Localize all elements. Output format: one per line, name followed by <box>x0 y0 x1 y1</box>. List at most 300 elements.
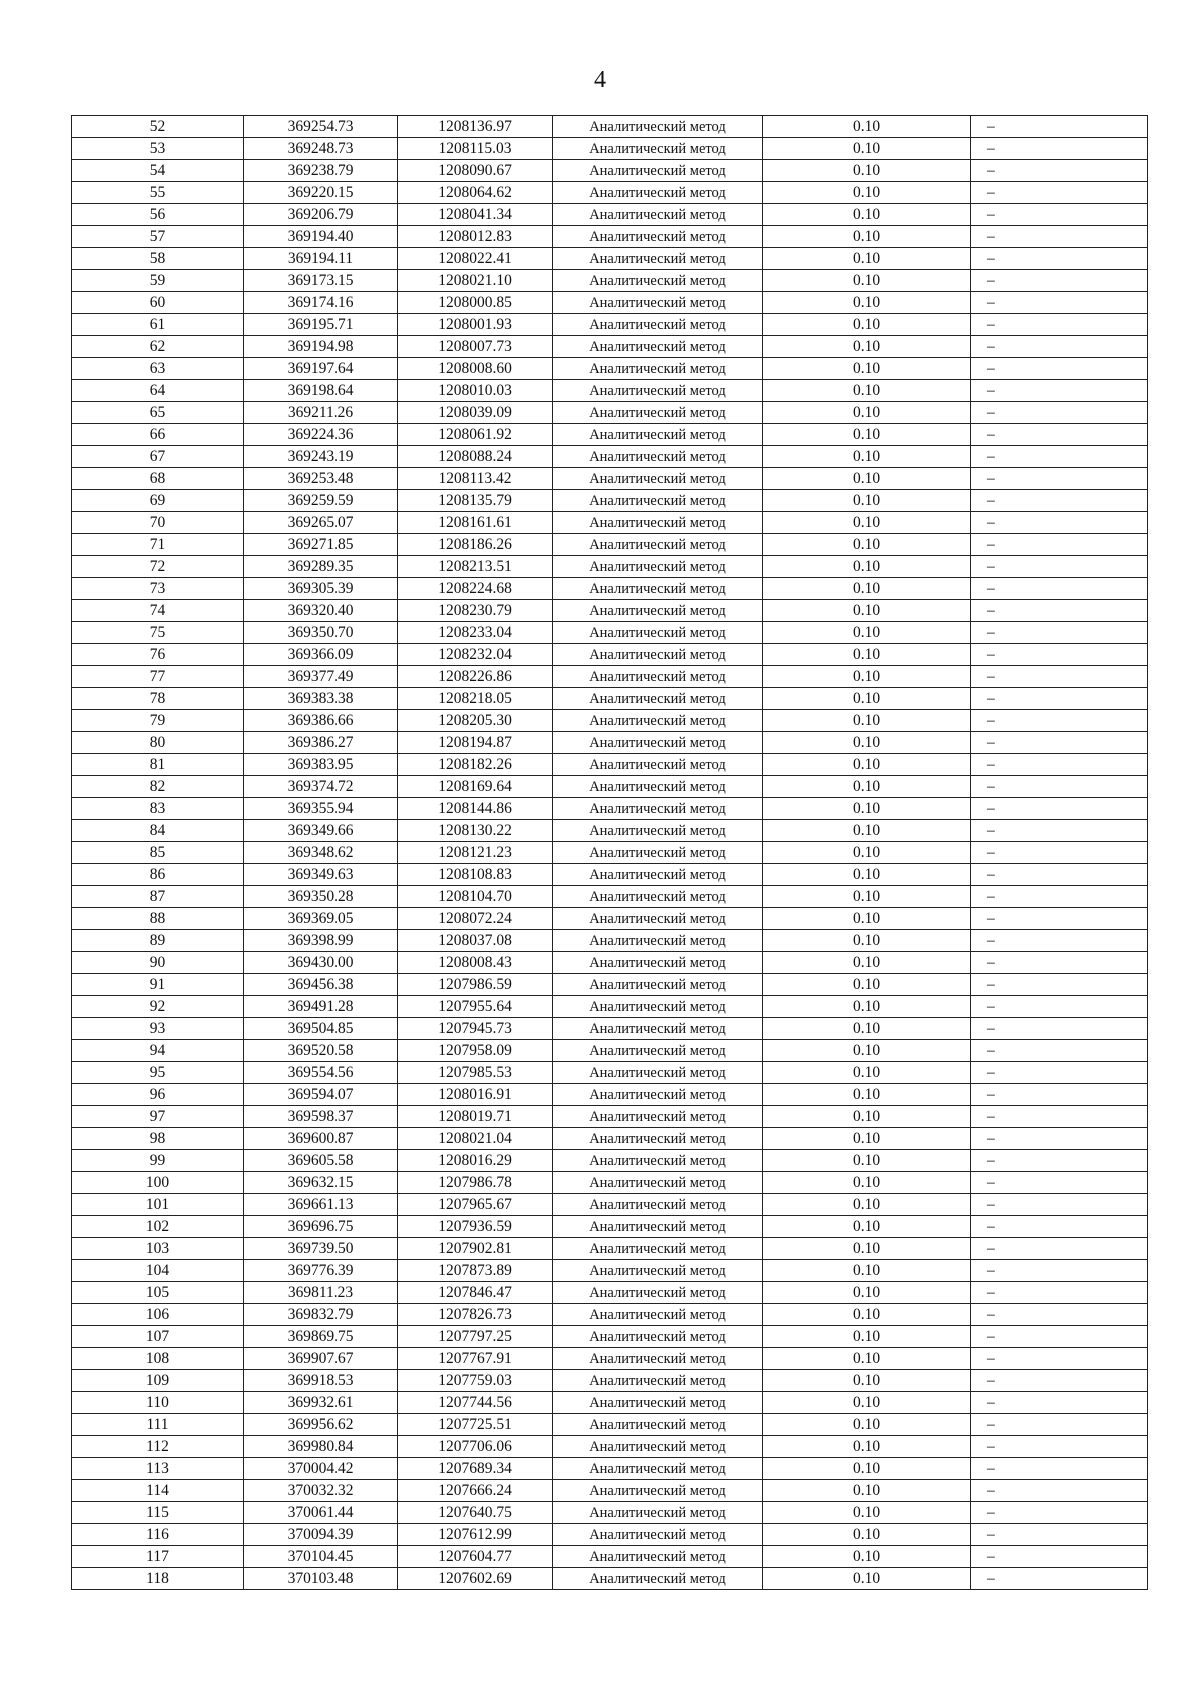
accuracy-cell: 0.10 <box>763 1524 971 1546</box>
note-cell: – <box>971 402 1148 424</box>
x-coordinate-cell: 369289.35 <box>244 556 398 578</box>
y-coordinate-cell: 1208115.03 <box>398 138 553 160</box>
point-number-cell: 85 <box>72 842 244 864</box>
table-row <box>72 534 1148 556</box>
y-coordinate-cell: 1208088.24 <box>398 446 553 468</box>
table-row <box>72 1414 1148 1436</box>
y-coordinate-cell: 1207945.73 <box>398 1018 553 1040</box>
x-coordinate-cell: 369350.70 <box>244 622 398 644</box>
point-number-cell: 82 <box>72 776 244 798</box>
y-coordinate-cell: 1208039.09 <box>398 402 553 424</box>
method-cell: Аналитический метод <box>553 798 763 820</box>
y-coordinate-cell: 1208008.43 <box>398 952 553 974</box>
x-coordinate-cell: 369348.62 <box>244 842 398 864</box>
y-coordinate-cell: 1207689.34 <box>398 1458 553 1480</box>
note-cell: – <box>971 556 1148 578</box>
accuracy-cell: 0.10 <box>763 1436 971 1458</box>
y-coordinate-cell: 1207604.77 <box>398 1546 553 1568</box>
table-row <box>72 380 1148 402</box>
accuracy-cell: 0.10 <box>763 1172 971 1194</box>
table-row <box>72 1194 1148 1216</box>
x-coordinate-cell: 369349.66 <box>244 820 398 842</box>
table-row <box>72 1568 1148 1590</box>
x-coordinate-cell: 369259.59 <box>244 490 398 512</box>
note-cell: – <box>971 842 1148 864</box>
accuracy-cell: 0.10 <box>763 1392 971 1414</box>
y-coordinate-cell: 1208161.61 <box>398 512 553 534</box>
y-coordinate-cell: 1208186.26 <box>398 534 553 556</box>
table-row <box>72 446 1148 468</box>
note-cell: – <box>971 1546 1148 1568</box>
method-cell: Аналитический метод <box>553 688 763 710</box>
note-cell: – <box>971 292 1148 314</box>
point-number-cell: 117 <box>72 1546 244 1568</box>
accuracy-cell: 0.10 <box>763 798 971 820</box>
x-coordinate-cell: 369504.85 <box>244 1018 398 1040</box>
y-coordinate-cell: 1208072.24 <box>398 908 553 930</box>
method-cell: Аналитический метод <box>553 182 763 204</box>
method-cell: Аналитический метод <box>553 248 763 270</box>
note-cell: – <box>971 798 1148 820</box>
method-cell: Аналитический метод <box>553 644 763 666</box>
page-number: 4 <box>594 67 606 93</box>
table-row <box>72 1392 1148 1414</box>
method-cell: Аналитический метод <box>553 424 763 446</box>
accuracy-cell: 0.10 <box>763 908 971 930</box>
method-cell: Аналитический метод <box>553 600 763 622</box>
y-coordinate-cell: 1208232.04 <box>398 644 553 666</box>
y-coordinate-cell: 1208041.34 <box>398 204 553 226</box>
table-row <box>72 1084 1148 1106</box>
coordinates-table <box>71 115 1148 1590</box>
x-coordinate-cell: 370104.45 <box>244 1546 398 1568</box>
method-cell: Аналитический метод <box>553 1260 763 1282</box>
method-cell: Аналитический метод <box>553 270 763 292</box>
note-cell: – <box>971 1084 1148 1106</box>
x-coordinate-cell: 369349.63 <box>244 864 398 886</box>
accuracy-cell: 0.10 <box>763 1414 971 1436</box>
method-cell: Аналитический метод <box>553 908 763 930</box>
point-number-cell: 69 <box>72 490 244 512</box>
accuracy-cell: 0.10 <box>763 556 971 578</box>
point-number-cell: 104 <box>72 1260 244 1282</box>
point-number-cell: 97 <box>72 1106 244 1128</box>
y-coordinate-cell: 1208012.83 <box>398 226 553 248</box>
accuracy-cell: 0.10 <box>763 1084 971 1106</box>
table-row <box>72 754 1148 776</box>
method-cell: Аналитический метод <box>553 380 763 402</box>
x-coordinate-cell: 369594.07 <box>244 1084 398 1106</box>
table-row <box>72 886 1148 908</box>
note-cell: – <box>971 776 1148 798</box>
y-coordinate-cell: 1208000.85 <box>398 292 553 314</box>
y-coordinate-cell: 1208037.08 <box>398 930 553 952</box>
x-coordinate-cell: 369932.61 <box>244 1392 398 1414</box>
y-coordinate-cell: 1208022.41 <box>398 248 553 270</box>
note-cell: – <box>971 1106 1148 1128</box>
accuracy-cell: 0.10 <box>763 776 971 798</box>
table-row <box>72 248 1148 270</box>
note-cell: – <box>971 1326 1148 1348</box>
x-coordinate-cell: 369198.64 <box>244 380 398 402</box>
x-coordinate-cell: 369350.28 <box>244 886 398 908</box>
accuracy-cell: 0.10 <box>763 600 971 622</box>
note-cell: – <box>971 644 1148 666</box>
x-coordinate-cell: 369386.66 <box>244 710 398 732</box>
accuracy-cell: 0.10 <box>763 886 971 908</box>
point-number-cell: 59 <box>72 270 244 292</box>
y-coordinate-cell: 1207846.47 <box>398 1282 553 1304</box>
y-coordinate-cell: 1208218.05 <box>398 688 553 710</box>
accuracy-cell: 0.10 <box>763 1546 971 1568</box>
x-coordinate-cell: 369632.15 <box>244 1172 398 1194</box>
y-coordinate-cell: 1208019.71 <box>398 1106 553 1128</box>
table-row <box>72 402 1148 424</box>
table-row <box>72 1348 1148 1370</box>
method-cell: Аналитический метод <box>553 1172 763 1194</box>
note-cell: – <box>971 820 1148 842</box>
method-cell: Аналитический метод <box>553 1238 763 1260</box>
table-row <box>72 1062 1148 1084</box>
note-cell: – <box>971 1458 1148 1480</box>
y-coordinate-cell: 1208205.30 <box>398 710 553 732</box>
note-cell: – <box>971 1282 1148 1304</box>
x-coordinate-cell: 370103.48 <box>244 1568 398 1590</box>
y-coordinate-cell: 1208007.73 <box>398 336 553 358</box>
method-cell: Аналитический метод <box>553 358 763 380</box>
method-cell: Аналитический метод <box>553 1216 763 1238</box>
method-cell: Аналитический метод <box>553 226 763 248</box>
y-coordinate-cell: 1207986.59 <box>398 974 553 996</box>
method-cell: Аналитический метод <box>553 446 763 468</box>
table-row <box>72 226 1148 248</box>
y-coordinate-cell: 1207958.09 <box>398 1040 553 1062</box>
point-number-cell: 106 <box>72 1304 244 1326</box>
method-cell: Аналитический метод <box>553 1018 763 1040</box>
point-number-cell: 80 <box>72 732 244 754</box>
point-number-cell: 83 <box>72 798 244 820</box>
method-cell: Аналитический метод <box>553 754 763 776</box>
method-cell: Аналитический метод <box>553 974 763 996</box>
accuracy-cell: 0.10 <box>763 952 971 974</box>
point-number-cell: 99 <box>72 1150 244 1172</box>
y-coordinate-cell: 1207640.75 <box>398 1502 553 1524</box>
accuracy-cell: 0.10 <box>763 1194 971 1216</box>
x-coordinate-cell: 369739.50 <box>244 1238 398 1260</box>
method-cell: Аналитический метод <box>553 468 763 490</box>
note-cell: – <box>971 1040 1148 1062</box>
accuracy-cell: 0.10 <box>763 1018 971 1040</box>
y-coordinate-cell: 1207873.89 <box>398 1260 553 1282</box>
accuracy-cell: 0.10 <box>763 358 971 380</box>
accuracy-cell: 0.10 <box>763 1348 971 1370</box>
x-coordinate-cell: 369907.67 <box>244 1348 398 1370</box>
y-coordinate-cell: 1207759.03 <box>398 1370 553 1392</box>
method-cell: Аналитический метод <box>553 820 763 842</box>
point-number-cell: 54 <box>72 160 244 182</box>
method-cell: Аналитический метод <box>553 402 763 424</box>
table-row <box>72 1018 1148 1040</box>
x-coordinate-cell: 369430.00 <box>244 952 398 974</box>
note-cell: – <box>971 468 1148 490</box>
x-coordinate-cell: 369605.58 <box>244 1150 398 1172</box>
x-coordinate-cell: 369206.79 <box>244 204 398 226</box>
point-number-cell: 56 <box>72 204 244 226</box>
accuracy-cell: 0.10 <box>763 248 971 270</box>
x-coordinate-cell: 369355.94 <box>244 798 398 820</box>
method-cell: Аналитический метод <box>553 1062 763 1084</box>
accuracy-cell: 0.10 <box>763 534 971 556</box>
x-coordinate-cell: 369776.39 <box>244 1260 398 1282</box>
table-row <box>72 908 1148 930</box>
y-coordinate-cell: 1208064.62 <box>398 182 553 204</box>
x-coordinate-cell: 369369.05 <box>244 908 398 930</box>
note-cell: – <box>971 1502 1148 1524</box>
note-cell: – <box>971 1238 1148 1260</box>
method-cell: Аналитический метод <box>553 1414 763 1436</box>
table-row <box>72 952 1148 974</box>
method-cell: Аналитический метод <box>553 842 763 864</box>
note-cell: – <box>971 1194 1148 1216</box>
x-coordinate-cell: 369661.13 <box>244 1194 398 1216</box>
x-coordinate-cell: 369956.62 <box>244 1414 398 1436</box>
note-cell: – <box>971 1436 1148 1458</box>
table-row <box>72 490 1148 512</box>
point-number-cell: 95 <box>72 1062 244 1084</box>
table-row <box>72 1304 1148 1326</box>
point-number-cell: 55 <box>72 182 244 204</box>
table-row <box>72 1524 1148 1546</box>
x-coordinate-cell: 369220.15 <box>244 182 398 204</box>
x-coordinate-cell: 369832.79 <box>244 1304 398 1326</box>
y-coordinate-cell: 1207706.06 <box>398 1436 553 1458</box>
note-cell: – <box>971 732 1148 754</box>
accuracy-cell: 0.10 <box>763 1568 971 1590</box>
x-coordinate-cell: 369398.99 <box>244 930 398 952</box>
method-cell: Аналитический метод <box>553 996 763 1018</box>
y-coordinate-cell: 1207666.24 <box>398 1480 553 1502</box>
x-coordinate-cell: 369224.36 <box>244 424 398 446</box>
x-coordinate-cell: 369173.15 <box>244 270 398 292</box>
y-coordinate-cell: 1208226.86 <box>398 666 553 688</box>
accuracy-cell: 0.10 <box>763 1150 971 1172</box>
y-coordinate-cell: 1208182.26 <box>398 754 553 776</box>
x-coordinate-cell: 369195.71 <box>244 314 398 336</box>
y-coordinate-cell: 1207965.67 <box>398 1194 553 1216</box>
accuracy-cell: 0.10 <box>763 1458 971 1480</box>
accuracy-cell: 0.10 <box>763 644 971 666</box>
table-row <box>72 1216 1148 1238</box>
method-cell: Аналитический метод <box>553 1436 763 1458</box>
table-row <box>72 1106 1148 1128</box>
point-number-cell: 74 <box>72 600 244 622</box>
point-number-cell: 109 <box>72 1370 244 1392</box>
accuracy-cell: 0.10 <box>763 578 971 600</box>
table-row <box>72 1326 1148 1348</box>
table-row <box>72 468 1148 490</box>
y-coordinate-cell: 1208016.29 <box>398 1150 553 1172</box>
x-coordinate-cell: 369600.87 <box>244 1128 398 1150</box>
x-coordinate-cell: 369194.11 <box>244 248 398 270</box>
note-cell: – <box>971 534 1148 556</box>
x-coordinate-cell: 369374.72 <box>244 776 398 798</box>
table-row <box>72 1370 1148 1392</box>
method-cell: Аналитический метод <box>553 578 763 600</box>
accuracy-cell: 0.10 <box>763 688 971 710</box>
point-number-cell: 78 <box>72 688 244 710</box>
point-number-cell: 53 <box>72 138 244 160</box>
table-row <box>72 358 1148 380</box>
accuracy-cell: 0.10 <box>763 226 971 248</box>
method-cell: Аналитический метод <box>553 1040 763 1062</box>
accuracy-cell: 0.10 <box>763 754 971 776</box>
note-cell: – <box>971 666 1148 688</box>
point-number-cell: 81 <box>72 754 244 776</box>
point-number-cell: 92 <box>72 996 244 1018</box>
point-number-cell: 88 <box>72 908 244 930</box>
y-coordinate-cell: 1208021.10 <box>398 270 553 292</box>
method-cell: Аналитический метод <box>553 160 763 182</box>
table-row <box>72 1480 1148 1502</box>
x-coordinate-cell: 369194.40 <box>244 226 398 248</box>
table-row <box>72 1436 1148 1458</box>
point-number-cell: 65 <box>72 402 244 424</box>
x-coordinate-cell: 369386.27 <box>244 732 398 754</box>
method-cell: Аналитический метод <box>553 512 763 534</box>
method-cell: Аналитический метод <box>553 138 763 160</box>
table-row <box>72 1150 1148 1172</box>
table-row <box>72 578 1148 600</box>
y-coordinate-cell: 1208144.86 <box>398 798 553 820</box>
table-row <box>72 314 1148 336</box>
table-row <box>72 644 1148 666</box>
method-cell: Аналитический метод <box>553 292 763 314</box>
note-cell: – <box>971 424 1148 446</box>
x-coordinate-cell: 370061.44 <box>244 1502 398 1524</box>
point-number-cell: 112 <box>72 1436 244 1458</box>
accuracy-cell: 0.10 <box>763 1502 971 1524</box>
point-number-cell: 98 <box>72 1128 244 1150</box>
accuracy-cell: 0.10 <box>763 666 971 688</box>
note-cell: – <box>971 1128 1148 1150</box>
accuracy-cell: 0.10 <box>763 160 971 182</box>
note-cell: – <box>971 182 1148 204</box>
accuracy-cell: 0.10 <box>763 204 971 226</box>
x-coordinate-cell: 369980.84 <box>244 1436 398 1458</box>
y-coordinate-cell: 1208121.23 <box>398 842 553 864</box>
x-coordinate-cell: 369253.48 <box>244 468 398 490</box>
accuracy-cell: 0.10 <box>763 1304 971 1326</box>
point-number-cell: 94 <box>72 1040 244 1062</box>
note-cell: – <box>971 930 1148 952</box>
note-cell: – <box>971 1414 1148 1436</box>
y-coordinate-cell: 1207744.56 <box>398 1392 553 1414</box>
note-cell: – <box>971 1260 1148 1282</box>
note-cell: – <box>971 578 1148 600</box>
point-number-cell: 101 <box>72 1194 244 1216</box>
point-number-cell: 108 <box>72 1348 244 1370</box>
method-cell: Аналитический метод <box>553 534 763 556</box>
method-cell: Аналитический метод <box>553 314 763 336</box>
y-coordinate-cell: 1208233.04 <box>398 622 553 644</box>
point-number-cell: 52 <box>72 116 244 138</box>
y-coordinate-cell: 1207725.51 <box>398 1414 553 1436</box>
y-coordinate-cell: 1208104.70 <box>398 886 553 908</box>
method-cell: Аналитический метод <box>553 1392 763 1414</box>
note-cell: – <box>971 248 1148 270</box>
table-body <box>72 116 1148 1590</box>
point-number-cell: 73 <box>72 578 244 600</box>
point-number-cell: 115 <box>72 1502 244 1524</box>
x-coordinate-cell: 370004.42 <box>244 1458 398 1480</box>
note-cell: – <box>971 358 1148 380</box>
note-cell: – <box>971 688 1148 710</box>
method-cell: Аналитический метод <box>553 1568 763 1590</box>
accuracy-cell: 0.10 <box>763 424 971 446</box>
x-coordinate-cell: 369271.85 <box>244 534 398 556</box>
point-number-cell: 105 <box>72 1282 244 1304</box>
note-cell: – <box>971 314 1148 336</box>
table-row <box>72 710 1148 732</box>
y-coordinate-cell: 1208169.64 <box>398 776 553 798</box>
table-row <box>72 842 1148 864</box>
point-number-cell: 68 <box>72 468 244 490</box>
point-number-cell: 100 <box>72 1172 244 1194</box>
accuracy-cell: 0.10 <box>763 842 971 864</box>
point-number-cell: 102 <box>72 1216 244 1238</box>
method-cell: Аналитический метод <box>553 1546 763 1568</box>
accuracy-cell: 0.10 <box>763 270 971 292</box>
y-coordinate-cell: 1207986.78 <box>398 1172 553 1194</box>
accuracy-cell: 0.10 <box>763 336 971 358</box>
y-coordinate-cell: 1207797.25 <box>398 1326 553 1348</box>
note-cell: – <box>971 886 1148 908</box>
note-cell: – <box>971 1304 1148 1326</box>
accuracy-cell: 0.10 <box>763 1106 971 1128</box>
method-cell: Аналитический метод <box>553 622 763 644</box>
table-row <box>72 1458 1148 1480</box>
method-cell: Аналитический метод <box>553 204 763 226</box>
y-coordinate-cell: 1208194.87 <box>398 732 553 754</box>
table-row <box>72 204 1148 226</box>
note-cell: – <box>971 380 1148 402</box>
point-number-cell: 110 <box>72 1392 244 1414</box>
point-number-cell: 64 <box>72 380 244 402</box>
table-row <box>72 1172 1148 1194</box>
table-row <box>72 600 1148 622</box>
point-number-cell: 111 <box>72 1414 244 1436</box>
x-coordinate-cell: 369248.73 <box>244 138 398 160</box>
y-coordinate-cell: 1207602.69 <box>398 1568 553 1590</box>
method-cell: Аналитический метод <box>553 864 763 886</box>
y-coordinate-cell: 1207902.81 <box>398 1238 553 1260</box>
x-coordinate-cell: 369174.16 <box>244 292 398 314</box>
accuracy-cell: 0.10 <box>763 710 971 732</box>
table-row <box>72 270 1148 292</box>
point-number-cell: 91 <box>72 974 244 996</box>
note-cell: – <box>971 270 1148 292</box>
accuracy-cell: 0.10 <box>763 1040 971 1062</box>
x-coordinate-cell: 369696.75 <box>244 1216 398 1238</box>
note-cell: – <box>971 204 1148 226</box>
accuracy-cell: 0.10 <box>763 1260 971 1282</box>
x-coordinate-cell: 369197.64 <box>244 358 398 380</box>
point-number-cell: 60 <box>72 292 244 314</box>
table-row <box>72 974 1148 996</box>
method-cell: Аналитический метод <box>553 1304 763 1326</box>
y-coordinate-cell: 1208016.91 <box>398 1084 553 1106</box>
table-row <box>72 776 1148 798</box>
